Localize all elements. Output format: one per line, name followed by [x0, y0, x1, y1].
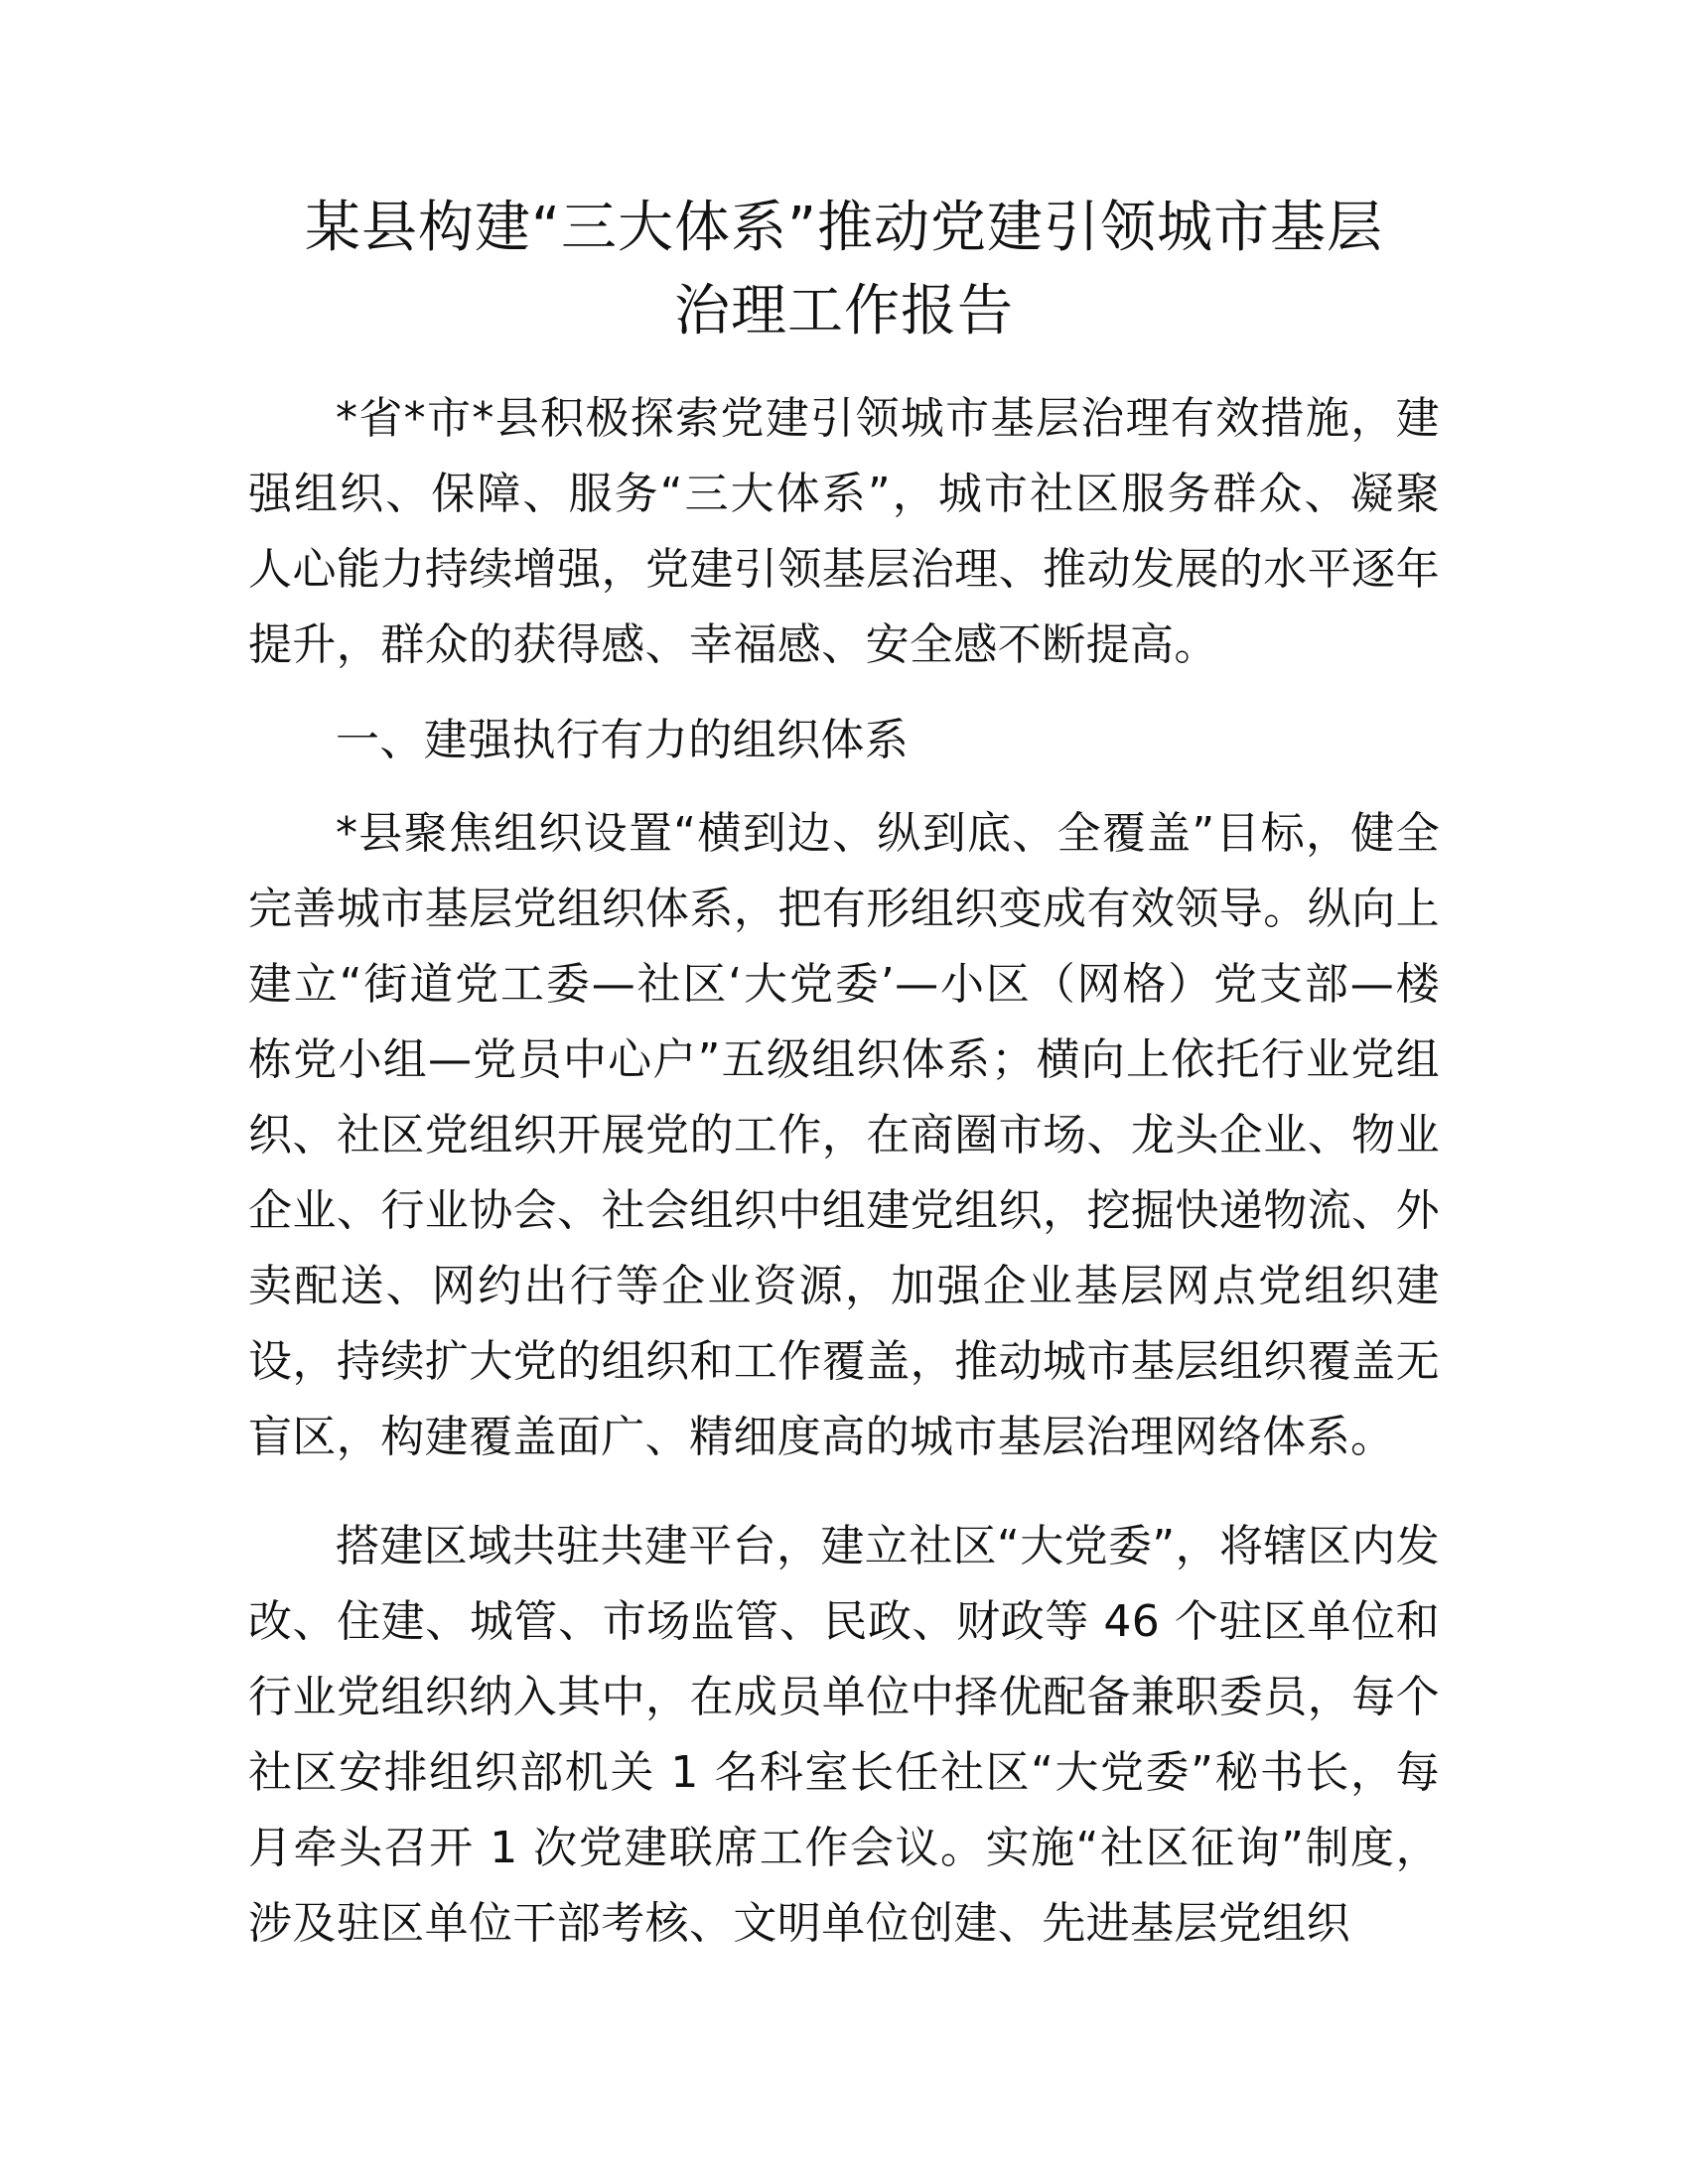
section-heading-1: 一、建强执行有力的组织体系 [336, 715, 910, 765]
document-title [199, 187, 1489, 353]
section-1-paragraph-1: *县聚焦组织设置“横到边、纵到底、全覆盖”目标，健全完善城市基层党组织体系，把有形组织变成有效领导。纵向上建立“街道党工委—社区‘大党委’—小区（网格）党支部—楼栋党小组—党员中心户”五级组织体系；横向上依托行业党组织、社区党组织开展党的工作，在商圈市场、龙头企业、物业企业、行业协会、社会组织中组建党组织，挖掘快递物流、外卖配送、网约出行等企业资源，加强企业基层网点党组织建设，持续扩大党的组织和工作覆盖，推动城市基层组织覆盖无盲区，构建覆盖面广、精细度高的城市基层治理网络体系。 [248, 808, 1440, 1462]
title-line-1: 某县构建“三大体系”推动党建引领城市基层 [304, 196, 1384, 260]
section-1-paragraph-2: 搭建区域共驻共建平台，建立社区“大党委”，将辖区内发改、住建、城管、市场监管、民政、财政等 46 个驻区单位和行业党组织纳入其中，在成员单位中择优配备兼职委员，每个社区安排组织部机关 1 名科室长任社区“大党委”秘书长，每月牵头召开 1 次党建联席工作会议。实施“社区征询”制度，涉及驻区单位干部考核、文明单位创建、先进基层党组织 [248, 1521, 1440, 1949]
intro-paragraph: *省*市*县积极探索党建引领城市基层治理有效措施，建强组织、保障、服务“三大体系”，城市社区服务群众、凝聚人心能力持续增强，党建引领基层治理、推动发展的水平逐年提升，群众的获得感、幸福感、安全感不断提高。 [248, 393, 1440, 670]
title-line-2: 治理工作报告 [674, 279, 1014, 343]
